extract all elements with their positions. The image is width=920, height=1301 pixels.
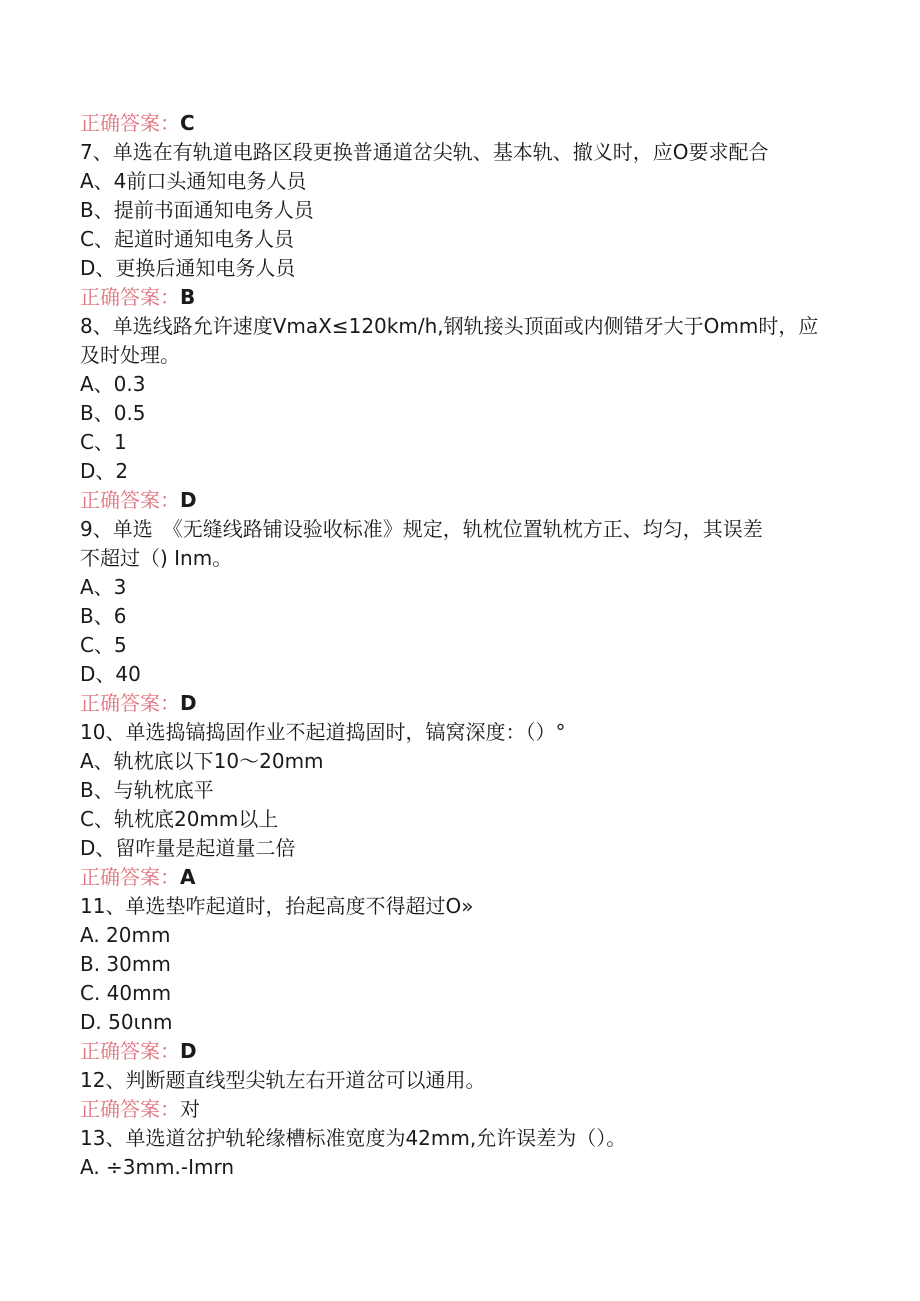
answer-value: A	[180, 865, 196, 889]
answer-line	[80, 863, 840, 892]
option-line: C、轨枕底20mm以上	[80, 807, 279, 831]
answer-value: C	[180, 111, 195, 135]
option-line: D、更换后通知电务人员	[80, 256, 296, 280]
question-line: 12、判断题直线型尖轨左右开道岔可以通用。	[80, 1068, 486, 1092]
answer-value: D	[180, 691, 197, 715]
answer-line	[80, 689, 840, 718]
option-line: C、5	[80, 633, 127, 657]
option-line: C、起道时通知电务人员	[80, 227, 294, 251]
answer-line	[80, 486, 840, 515]
answer-label: 正确答案：	[80, 1039, 180, 1063]
question-line: 8、单选线路允许速度VmaX≤120km/h,钢轨接头顶面或内侧错牙大于Omm时，应	[80, 314, 819, 338]
option-line: B、与轨枕底平	[80, 778, 214, 802]
answer-value: B	[180, 285, 196, 309]
option-line: A. ÷3mm.-Imrn	[80, 1155, 234, 1179]
option-line: A、轨枕底以下10〜20mm	[80, 749, 324, 773]
question-line: 10、单选捣镐捣固作业不起道捣固时，镐窝深度：（）°	[80, 720, 566, 744]
answer-label: 正确答案：	[80, 111, 180, 135]
answer-line	[80, 1037, 840, 1066]
option-line: D. 50ιnm	[80, 1010, 173, 1034]
option-line: C、1	[80, 430, 127, 454]
answer-line	[80, 1095, 840, 1124]
answer-label: 正确答案：	[80, 285, 180, 309]
answer-label: 正确答案：	[80, 865, 180, 889]
option-line: A、4前口头通知电务人员	[80, 169, 307, 193]
option-line: C. 40mm	[80, 981, 172, 1005]
option-line: B、提前书面通知电务人员	[80, 198, 314, 222]
answer-label: 正确答案：	[80, 1097, 180, 1121]
question-line: 7、单选在有轨道电路区段更换普通道岔尖轨、基本轨、撤义时，应O要求配合	[80, 140, 769, 164]
question-line: 11、单选垫咋起道时，抬起高度不得超过O»	[80, 894, 474, 918]
answer-line	[80, 109, 840, 138]
answer-value: D	[180, 488, 197, 512]
option-line: D、40	[80, 662, 141, 686]
question-list	[80, 109, 840, 1182]
option-line: B、6	[80, 604, 127, 628]
answer-value: D	[180, 1039, 197, 1063]
option-line: A、0.3	[80, 372, 146, 396]
option-line: B、0.5	[80, 401, 146, 425]
answer-label: 正确答案：	[80, 691, 180, 715]
question-line: 13、单选道岔护轨轮缘槽标准宽度为42mm,允许误差为（）。	[80, 1126, 627, 1150]
option-line: D、2	[80, 459, 129, 483]
question-line: 不超过（) Inm。	[80, 546, 233, 570]
option-line: B. 30mm	[80, 952, 171, 976]
answer-value: 对	[180, 1097, 200, 1121]
answer-label: 正确答案：	[80, 488, 180, 512]
option-line: A. 20mm	[80, 923, 171, 947]
question-line: 及时处理。	[80, 343, 180, 367]
question-line: 9、单选 《无缝线路铺设验收标准》规定，轨枕位置轨枕方正、均匀，其误差	[80, 517, 763, 541]
option-line: D、留咋量是起道量二倍	[80, 836, 296, 860]
option-line: A、3	[80, 575, 127, 599]
answer-line	[80, 283, 840, 312]
